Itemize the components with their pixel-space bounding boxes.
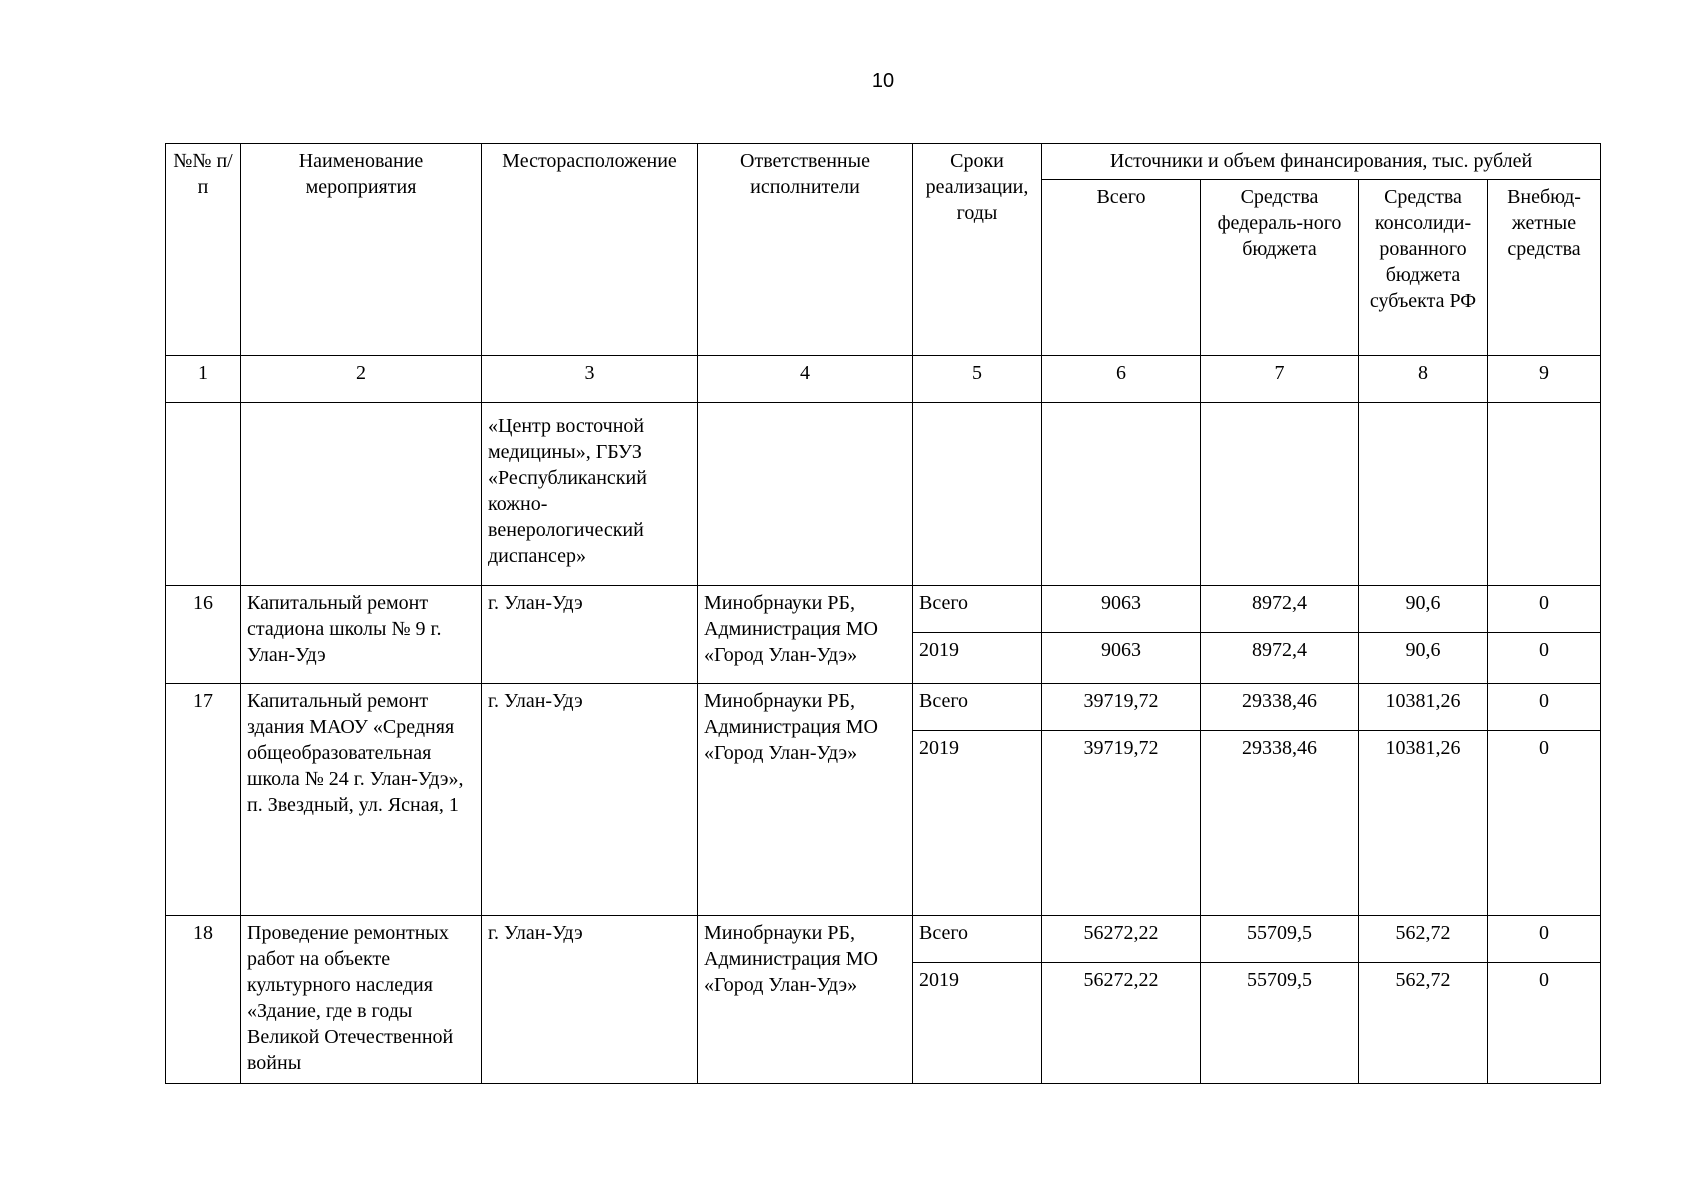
header-federal: Средства федераль-ного бюджета: [1201, 180, 1359, 356]
row-consolidated: 90,6: [1359, 586, 1488, 633]
row-extra: 0: [1488, 731, 1601, 916]
header-total: Всего: [1042, 180, 1201, 356]
table-row: [166, 916, 1601, 963]
cell-empty: [1201, 403, 1359, 586]
row-extra: 0: [1488, 916, 1601, 963]
funding-table: [165, 143, 1601, 1084]
row-period: Всего: [913, 586, 1042, 633]
column-number: 5: [913, 356, 1042, 403]
cell-empty: [166, 403, 241, 586]
row-total: 39719,72: [1042, 731, 1201, 916]
header-responsible: Ответственные исполнители: [698, 144, 913, 356]
row-responsible: Минобрнауки РБ, Администрация МО «Город Улан-Удэ»: [698, 684, 913, 916]
column-number: 8: [1359, 356, 1488, 403]
cell-empty: [1359, 403, 1488, 586]
header-row: [166, 144, 1601, 180]
header-name: Наименование мероприятия: [241, 144, 482, 356]
row-consolidated: 90,6: [1359, 633, 1488, 684]
row-period: 2019: [913, 963, 1042, 1084]
column-number: 6: [1042, 356, 1201, 403]
row-period: Всего: [913, 684, 1042, 731]
row-total: 56272,22: [1042, 916, 1201, 963]
row-responsible: Минобрнауки РБ, Администрация МО «Город Улан-Удэ»: [698, 916, 913, 1084]
row-federal: 29338,46: [1201, 684, 1359, 731]
row-period: 2019: [913, 731, 1042, 916]
row-consolidated: 562,72: [1359, 916, 1488, 963]
header-extra: Внебюд-жетные средства: [1488, 180, 1601, 356]
column-numbers-row: [166, 356, 1601, 403]
column-number: 9: [1488, 356, 1601, 403]
row-extra: 0: [1488, 684, 1601, 731]
row-total: 9063: [1042, 586, 1201, 633]
row-name: Проведение ремонтных работ на объекте культурного наследия «Здание, где в годы Великой Отечественной войны: [241, 916, 482, 1084]
row-num: 18: [166, 916, 241, 1084]
row-extra: 0: [1488, 586, 1601, 633]
row-consolidated: 562,72: [1359, 963, 1488, 1084]
row-location: г. Улан-Удэ: [482, 586, 698, 684]
table-row: [166, 684, 1601, 731]
column-number: 2: [241, 356, 482, 403]
column-number: 4: [698, 356, 913, 403]
table-row: [166, 586, 1601, 633]
row-period: Всего: [913, 916, 1042, 963]
continuation-location: «Центр восточной медицины», ГБУЗ «Республиканский кожно-венерологический диспансер»: [482, 403, 698, 586]
continuation-row: [166, 403, 1601, 586]
row-location: г. Улан-Удэ: [482, 916, 698, 1084]
cell-empty: [241, 403, 482, 586]
cell-empty: [913, 403, 1042, 586]
row-total: 9063: [1042, 633, 1201, 684]
row-federal: 55709,5: [1201, 916, 1359, 963]
row-location: г. Улан-Удэ: [482, 684, 698, 916]
row-num: 16: [166, 586, 241, 684]
row-federal: 8972,4: [1201, 586, 1359, 633]
row-federal: 8972,4: [1201, 633, 1359, 684]
row-total: 39719,72: [1042, 684, 1201, 731]
header-period: Сроки реализации, годы: [913, 144, 1042, 356]
column-number: 3: [482, 356, 698, 403]
row-period: 2019: [913, 633, 1042, 684]
cell-empty: [1488, 403, 1601, 586]
column-number: 7: [1201, 356, 1359, 403]
row-name: Капитальный ремонт здания МАОУ «Средняя общеобразовательная школа № 24 г. Улан-Удэ», п. Звездный, ул. Ясная, 1: [241, 684, 482, 916]
row-federal: 55709,5: [1201, 963, 1359, 1084]
header-num: №№ п/п: [166, 144, 241, 356]
page-number: 10: [871, 70, 895, 92]
row-total: 56272,22: [1042, 963, 1201, 1084]
row-num: 17: [166, 684, 241, 916]
row-federal: 29338,46: [1201, 731, 1359, 916]
row-extra: 0: [1488, 633, 1601, 684]
row-responsible: Минобрнауки РБ, Администрация МО «Город Улан-Удэ»: [698, 586, 913, 684]
row-consolidated: 10381,26: [1359, 731, 1488, 916]
row-name: Капитальный ремонт стадиона школы № 9 г. Улан-Удэ: [241, 586, 482, 684]
row-consolidated: 10381,26: [1359, 684, 1488, 731]
cell-empty: [698, 403, 913, 586]
column-number: 1: [166, 356, 241, 403]
cell-empty: [1042, 403, 1201, 586]
row-extra: 0: [1488, 963, 1601, 1084]
header-consolidated: Средства консолиди-рованного бюджета субъекта РФ: [1359, 180, 1488, 356]
header-funding: Источники и объем финансирования, тыс. рублей: [1042, 144, 1601, 180]
header-location: Месторасположение: [482, 144, 698, 356]
